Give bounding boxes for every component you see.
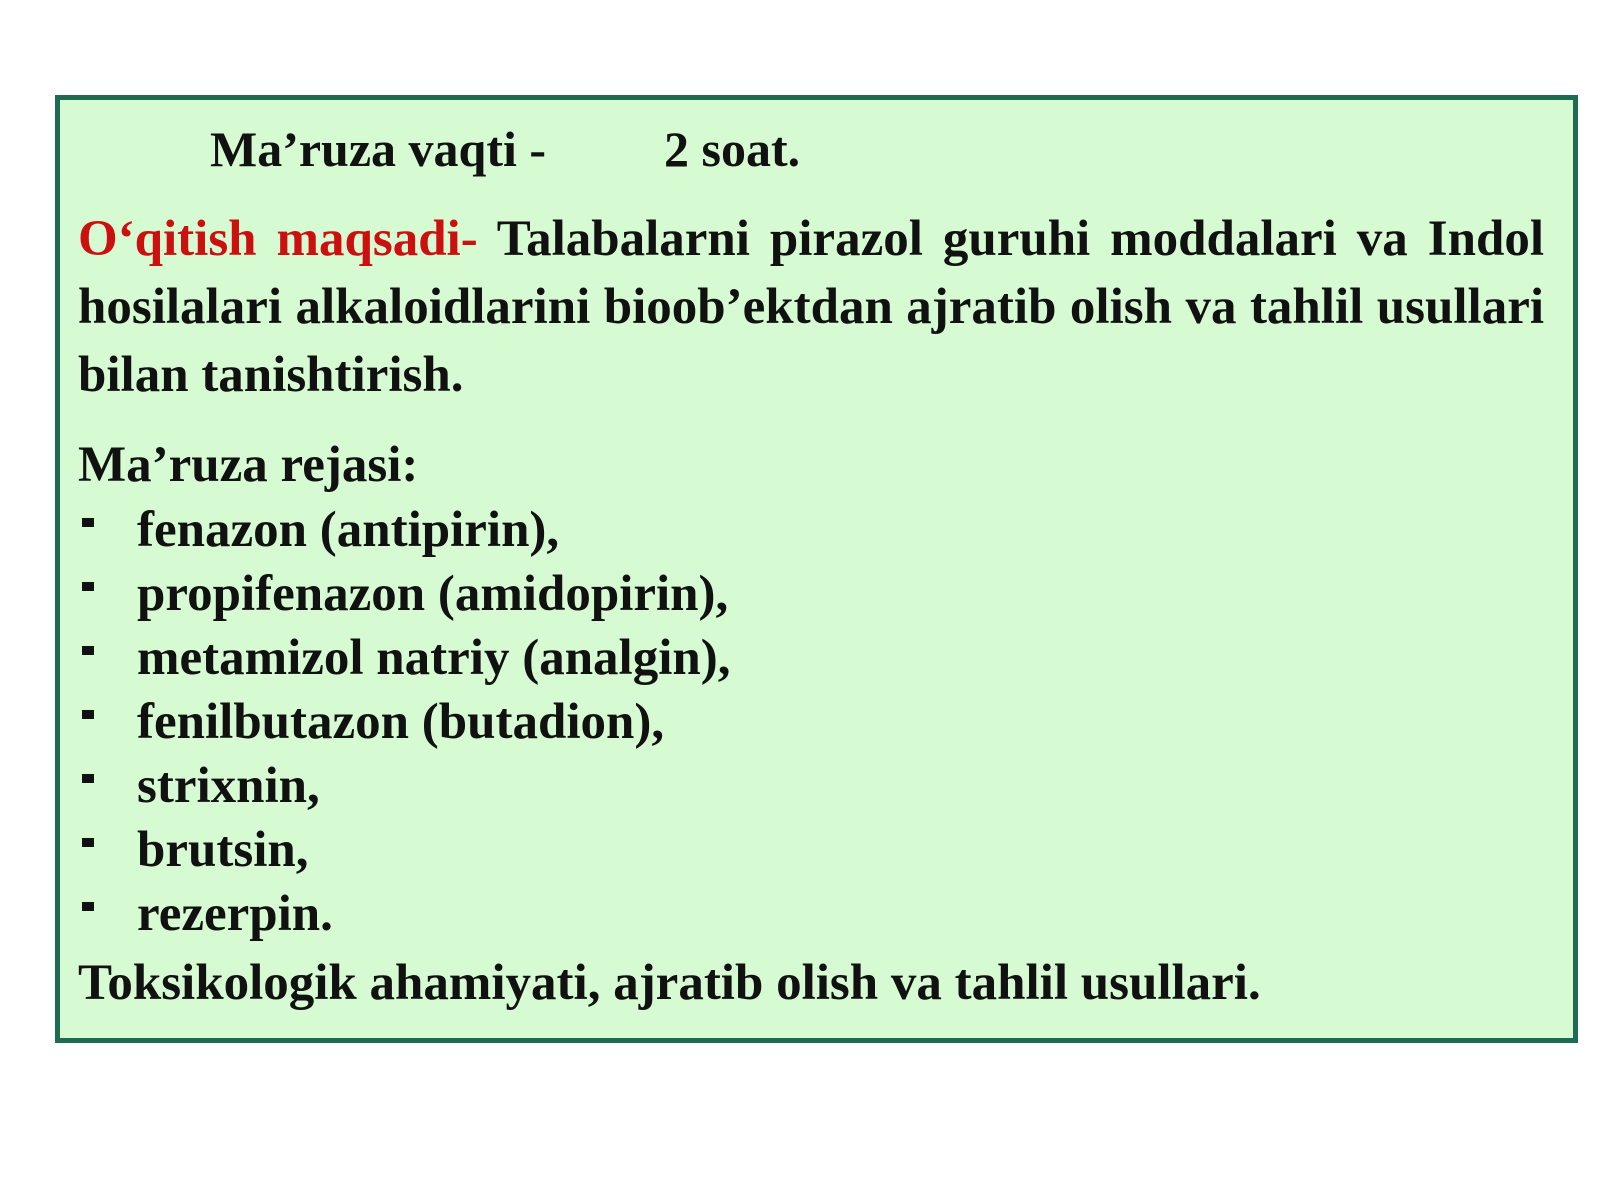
- square-bullet-icon: [82, 582, 94, 591]
- square-bullet-icon: [82, 902, 94, 911]
- square-bullet-icon: [82, 710, 94, 719]
- teaching-goal-label: O‘qitish maqsadi-: [78, 211, 478, 267]
- square-bullet-icon: [82, 838, 94, 847]
- plan-item-text: brutsin,: [137, 822, 309, 878]
- plan-item-text: fenazon (antipirin),: [137, 502, 560, 558]
- plan-item-text: strixnin,: [137, 758, 320, 814]
- lecture-time-row: [210, 121, 801, 177]
- square-bullet-icon: [82, 774, 94, 783]
- plan-item-text: metamizol natriy (analgin),: [137, 630, 731, 686]
- lecture-time-value: 2 soat.: [664, 121, 801, 177]
- teaching-goal: [78, 205, 1544, 409]
- lecture-time-label: Ma’ruza vaqti -: [210, 121, 547, 177]
- content-panel: [55, 95, 1578, 1043]
- lecture-plan-title: Ma’ruza rejasi:: [78, 437, 419, 493]
- summary-line: Toksikologik ahamiyati, ajratib olish va tahlil usullari.: [78, 955, 1261, 1011]
- square-bullet-icon: [82, 646, 94, 655]
- teaching-goal-text: Talabalarni pirazol guruhi moddalari va Indol hosilalari alkaloidlarini bioob’ektdan ajratib olish va tahlil usullari bilan tanishtirish.: [78, 211, 1544, 403]
- plan-item-text: fenilbutazon (butadion),: [137, 694, 665, 750]
- plan-item-text: rezerpin.: [137, 886, 333, 942]
- plan-item-text: propifenazon (amidopirin),: [137, 566, 729, 622]
- square-bullet-icon: [82, 518, 94, 527]
